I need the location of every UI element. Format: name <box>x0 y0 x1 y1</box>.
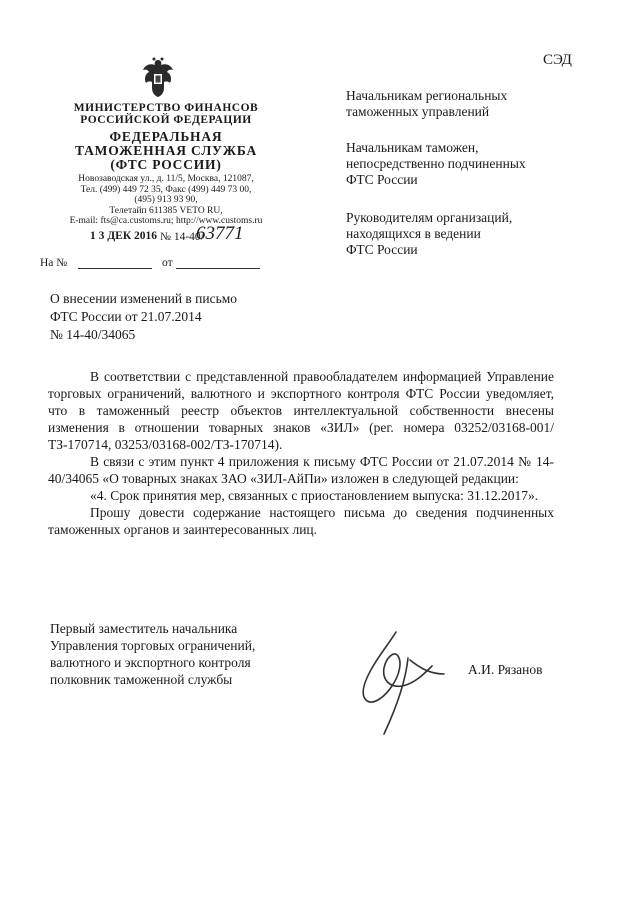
addressee-organizations <box>346 210 512 258</box>
addressee-regional <box>346 88 507 120</box>
body-paragraph: Прошу довести содержание настоящего письма до сведения подчиненных таможенных органов и заинтересованных лиц. <box>48 505 554 537</box>
subject-line: № 14-40/34065 <box>50 327 136 342</box>
service-name <box>62 130 270 172</box>
signer-line: полковник таможенной службы <box>50 672 233 687</box>
addressee-line: таможенных управлений <box>346 104 490 119</box>
reference-from-label: от <box>162 257 173 269</box>
addressee-line: ФТС России <box>346 172 418 187</box>
letter-subject <box>50 290 237 344</box>
body-paragraph: «4. Срок принятия мер, связанных с приостановлением выпуска: 31.12.2017». <box>90 488 539 503</box>
letter-body <box>48 368 554 538</box>
letter-date-stamp: 1 3 ДЕК 2016 <box>90 230 158 242</box>
signer-line: валютного и экспортного контроля <box>50 655 251 670</box>
service-line: ФЕДЕРАЛЬНАЯ <box>109 129 223 144</box>
signer-title <box>50 620 255 688</box>
reference-number-line <box>78 268 152 269</box>
sed-mark: СЭД <box>543 52 572 68</box>
letter-number-handwritten: 63771 <box>196 223 244 244</box>
ministry-line: МИНИСТЕРСТВО ФИНАНСОВ <box>73 102 259 114</box>
contact-line: E-mail: fts@ca.customs.ru; http://www.customs.ru <box>69 216 263 226</box>
letter-number-prefix: № 14-40/ <box>160 231 204 243</box>
addressee-line: Начальникам таможен, <box>346 140 479 155</box>
subject-line: ФТС России от 21.07.2014 <box>50 309 202 324</box>
ministry-name <box>62 102 270 126</box>
signer-name: А.И. Рязанов <box>468 662 543 677</box>
contact-line: Телетайп 611385 VETO RU, <box>109 205 223 216</box>
contact-line: Новозаводская ул., д. 11/5, Москва, 121087, <box>78 174 254 184</box>
reference-label: На № <box>40 257 68 269</box>
signer-line: Управления торговых ограничений, <box>50 638 256 653</box>
service-line: (ФТС РОССИИ) <box>110 157 222 172</box>
sender-contacts <box>62 174 270 227</box>
signer-line: Первый заместитель начальника <box>50 621 238 636</box>
coat-of-arms-emblem <box>140 56 176 98</box>
addressee-line: Руководителям организаций, <box>346 210 513 225</box>
addressee-line: находящихся в ведении <box>346 226 481 241</box>
addressee-line: непосредственно подчиненных <box>346 156 526 171</box>
addressee-customs <box>346 140 526 188</box>
contact-line: (495) 913 93 90, <box>134 195 198 205</box>
service-line: ТАМОЖЕННАЯ СЛУЖБА <box>74 143 258 158</box>
reference-date-line <box>176 268 260 269</box>
ministry-line: РОССИЙСКОЙ ФЕДЕРАЦИИ <box>80 114 252 126</box>
addressee-line: Начальникам региональных <box>346 88 508 103</box>
subject-line: О внесении изменений в письмо <box>50 291 238 306</box>
handwritten-signature <box>350 628 450 740</box>
body-paragraph: В соответствии с представленной правообладателем информацией Управление торговых ограничений, валютного и экспортного контроля ФТС России уведомляет, что в таможенный реестр объектов интеллектуальной собственности внесены изменения в отношении товарных знаков «ЗИЛ» (рег. номера 03252/03168-001/ТЗ-170714, 03253/03168-002/ТЗ-170714). <box>48 369 554 452</box>
contact-line: Тел. (499) 449 72 35, Факс (499) 449 73 00, <box>80 184 252 195</box>
body-paragraph: В связи с этим пункт 4 приложения к письму ФТС России от 21.07.2014 № 14-40/34065 «О товарных знаках ЗАО «ЗИЛ-АйПи» изложен в следующей редакции: <box>48 454 554 486</box>
addressee-line: ФТС России <box>346 242 418 257</box>
